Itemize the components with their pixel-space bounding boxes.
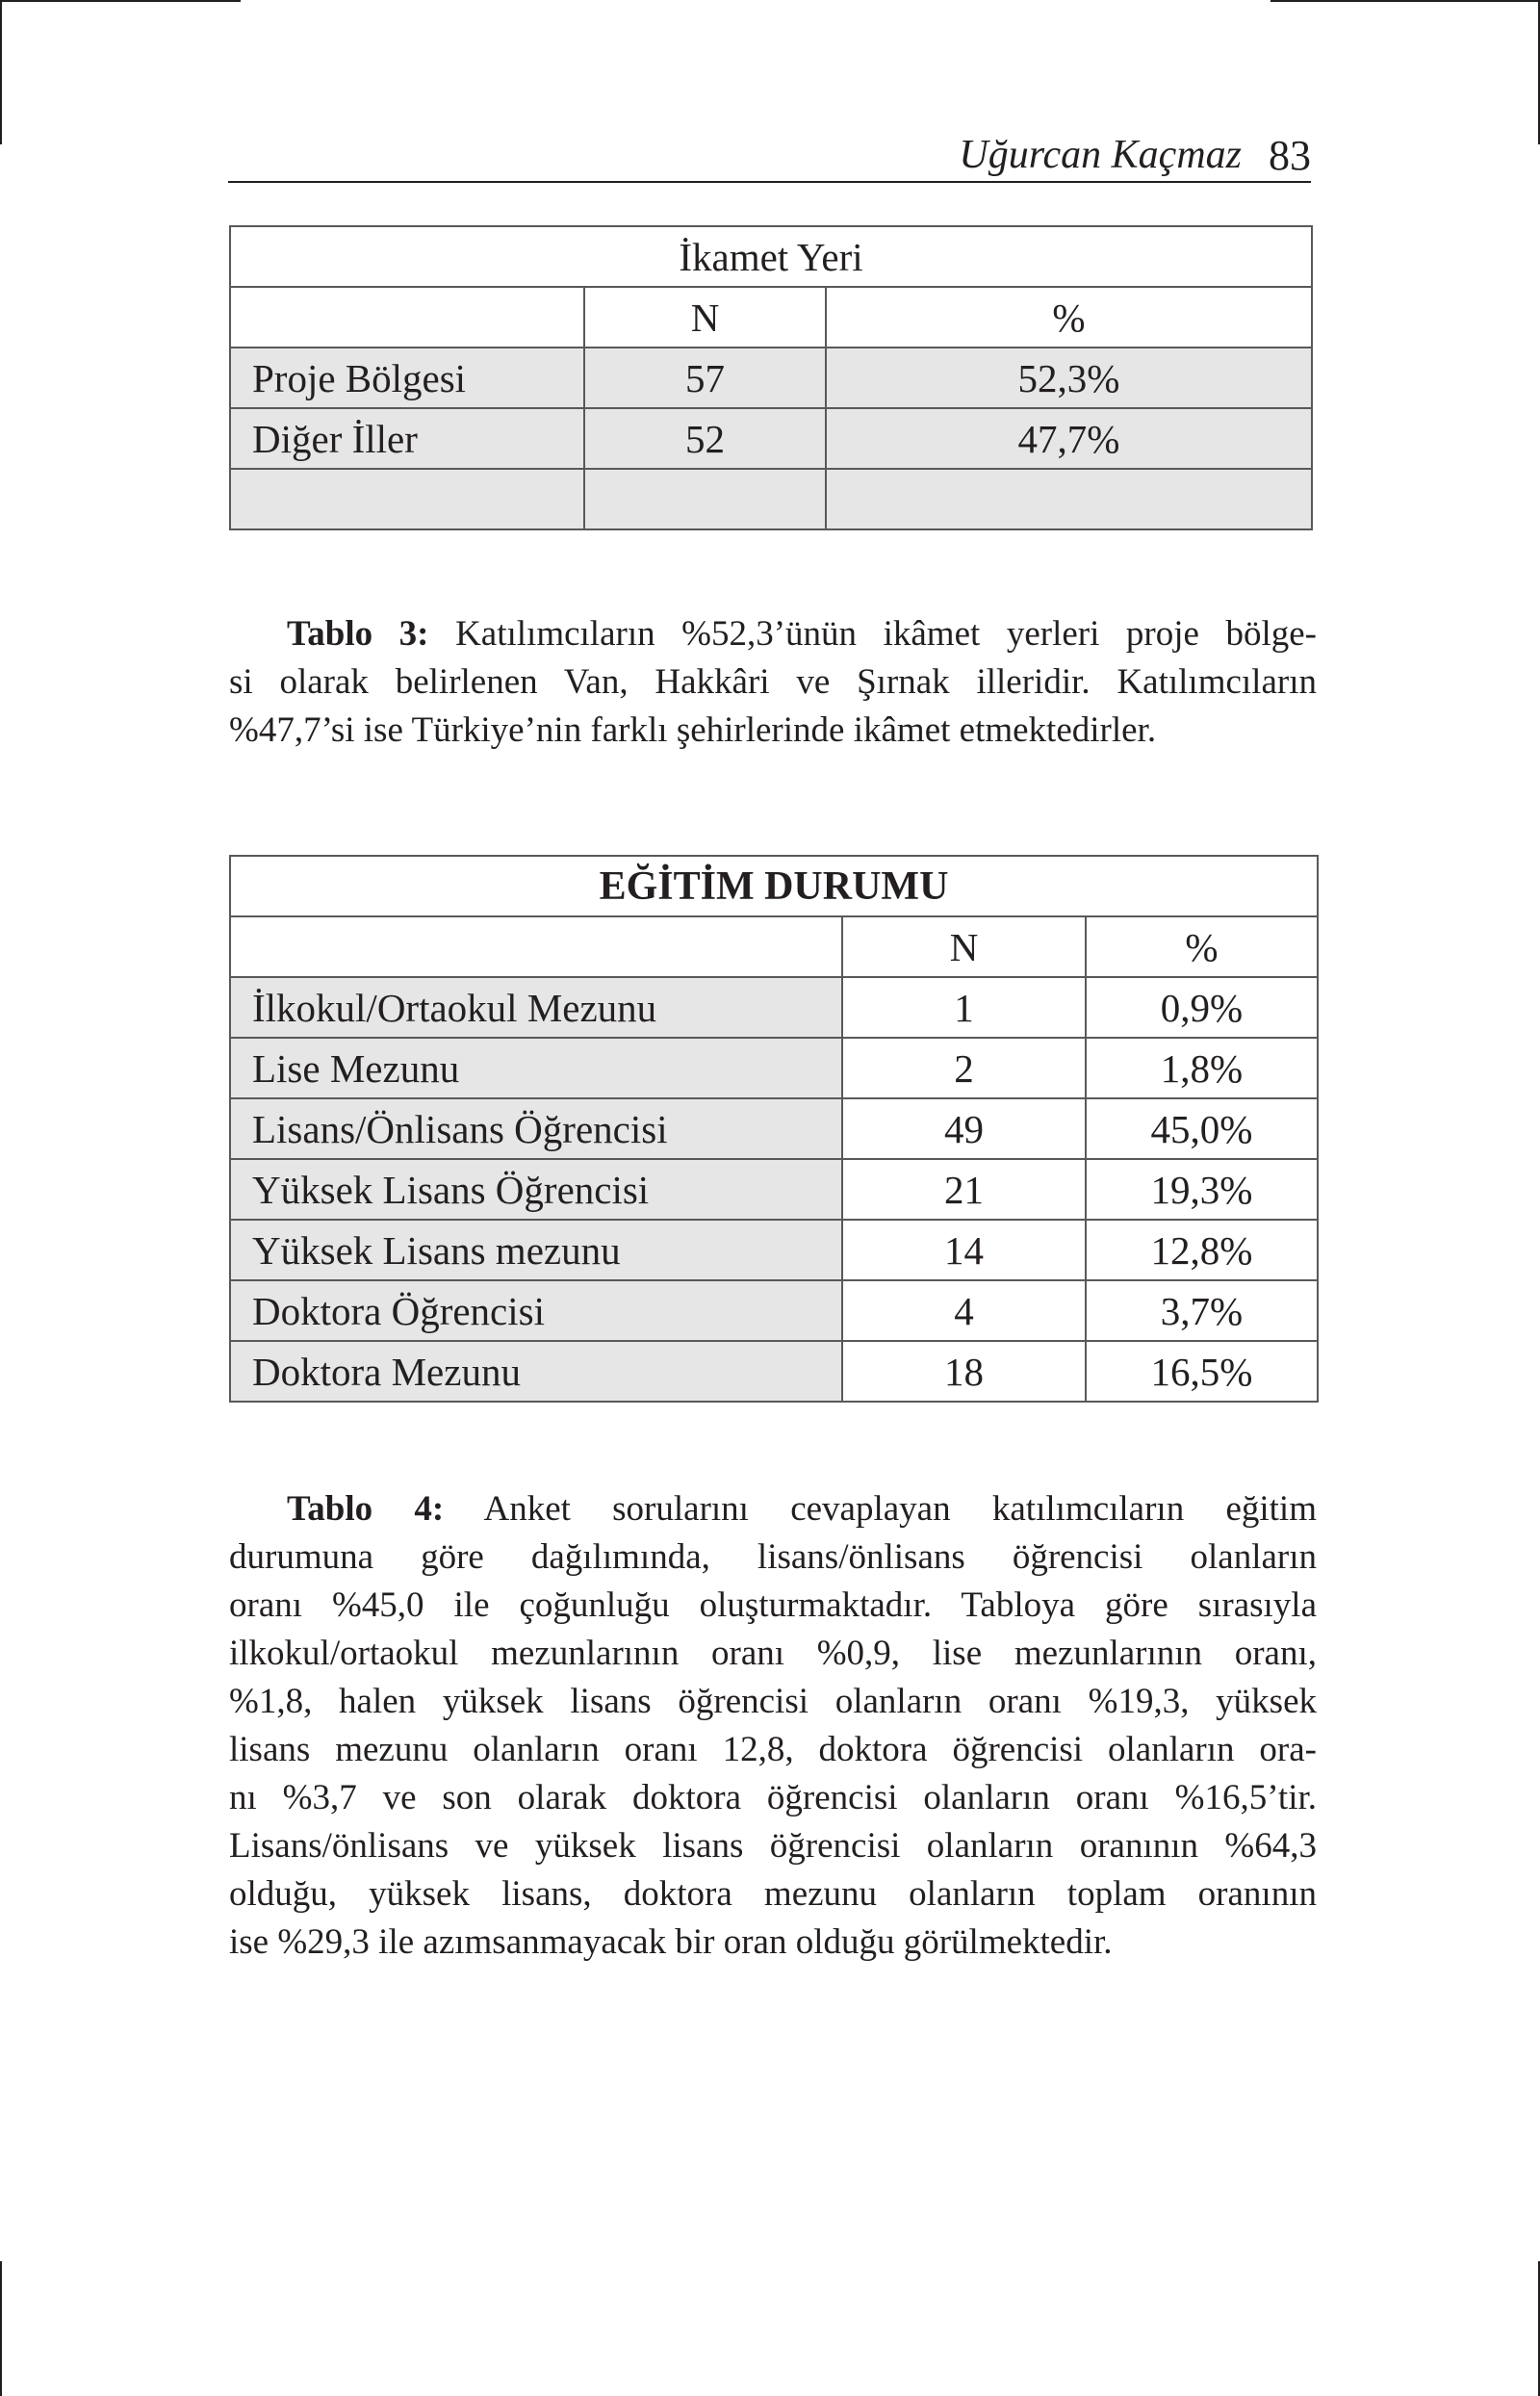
table-header-row	[230, 916, 1318, 977]
page-number: 83	[1269, 132, 1311, 179]
education-table	[229, 855, 1319, 1403]
row-percent: 12,8%	[1086, 1220, 1318, 1280]
table-title: İkamet Yeri	[230, 226, 1312, 287]
residence-table	[229, 225, 1313, 530]
caption-text: Anket sorularını cevaplayan katılımcıların eğitim	[483, 1489, 1317, 1529]
table-cell-empty	[826, 469, 1312, 529]
row-percent: 45,0%	[1086, 1098, 1318, 1159]
table-row	[230, 1341, 1318, 1402]
running-header	[228, 133, 1311, 183]
table-row	[230, 348, 1312, 408]
table-header-row	[230, 287, 1312, 348]
column-header-percent: %	[1086, 916, 1318, 977]
table-row	[230, 1159, 1318, 1220]
table-title-row	[230, 226, 1312, 287]
column-header-percent: %	[826, 287, 1312, 348]
caption-line: Lisans/önlisans ve yüksek lisans öğrencisi olanların oranının %64,3	[229, 1826, 1317, 1866]
table-title: EĞİTİM DURUMU	[230, 856, 1318, 916]
caption-line	[229, 1485, 1317, 1533]
row-n: 1	[842, 977, 1086, 1038]
caption-line: %1,8, halen yüksek lisans öğrencisi olanların oranı %19,3, yüksek	[229, 1682, 1317, 1721]
caption-line: nı %3,7 ve son olarak doktora öğrencisi olanların oranı %16,5’tir.	[229, 1778, 1317, 1817]
row-n: 21	[842, 1159, 1086, 1220]
row-n: 18	[842, 1341, 1086, 1402]
row-n: 52	[584, 408, 826, 469]
caption-line: si olarak belirlenen Van, Hakkâri ve Şırnak illeridir. Katılımcıların	[229, 662, 1317, 702]
row-percent: 47,7%	[826, 408, 1312, 469]
column-header-n: N	[842, 916, 1086, 977]
table-title-row	[230, 856, 1318, 916]
caption-line: durumuna göre dağılımında, lisans/önlisans öğrencisi olanların	[229, 1537, 1317, 1577]
row-label: Diğer İller	[230, 408, 584, 469]
row-n: 49	[842, 1098, 1086, 1159]
row-n: 2	[842, 1038, 1086, 1098]
table-row	[230, 1098, 1318, 1159]
table-cell-empty	[230, 916, 842, 977]
table-cell-empty	[230, 469, 584, 529]
caption-table-4	[229, 1485, 1317, 1967]
table-cell-empty	[584, 469, 826, 529]
row-label: Yüksek Lisans mezunu	[230, 1220, 842, 1280]
table-row-empty	[230, 469, 1312, 529]
row-percent: 19,3%	[1086, 1159, 1318, 1220]
caption-line: lisans mezunu olanların oranı 12,8, doktora öğrencisi olanların ora-	[229, 1730, 1317, 1769]
table-row	[230, 1220, 1318, 1280]
row-percent: 3,7%	[1086, 1280, 1318, 1341]
caption-line: oranı %45,0 ile çoğunluğu oluşturmaktadır. Tabloya göre sırasıyla	[229, 1585, 1317, 1625]
table-row	[230, 977, 1318, 1038]
crop-mark	[0, 2261, 2, 2396]
row-label: Lise Mezunu	[230, 1038, 842, 1098]
caption-line: olduğu, yüksek lisans, doktora mezunu olanların toplam oranının	[229, 1874, 1317, 1914]
crop-mark	[0, 0, 241, 2]
caption-label: Tablo 3:	[287, 614, 429, 654]
row-label: Yüksek Lisans Öğrencisi	[230, 1159, 842, 1220]
row-label: Lisans/Önlisans Öğrencisi	[230, 1098, 842, 1159]
caption-table-3	[229, 610, 1317, 755]
crop-mark	[0, 0, 2, 144]
table-row	[230, 408, 1312, 469]
row-label: İlkokul/Ortaokul Mezunu	[230, 977, 842, 1038]
table-row	[230, 1038, 1318, 1098]
caption-line	[229, 610, 1317, 658]
row-percent: 52,3%	[826, 348, 1312, 408]
header-author: Uğurcan Kaçmaz	[959, 133, 1242, 177]
row-percent: 0,9%	[1086, 977, 1318, 1038]
row-label: Proje Bölgesi	[230, 348, 584, 408]
row-percent: 16,5%	[1086, 1341, 1318, 1402]
table-cell-empty	[230, 287, 584, 348]
column-header-n: N	[584, 287, 826, 348]
row-label: Doktora Mezunu	[230, 1341, 842, 1402]
table-row	[230, 1280, 1318, 1341]
row-n: 4	[842, 1280, 1086, 1341]
crop-mark	[1270, 0, 1540, 2]
caption-line: ilkokul/ortaokul mezunlarının oranı %0,9, lise mezunlarının oranı,	[229, 1634, 1317, 1673]
caption-text: Katılımcıların %52,3’ünün ikâmet yerleri proje bölge-	[455, 614, 1318, 654]
caption-label: Tablo 4:	[287, 1489, 445, 1529]
row-n: 14	[842, 1220, 1086, 1280]
row-n: 57	[584, 348, 826, 408]
caption-line: %47,7’si ise Türkiye’nin farklı şehirlerinde ikâmet etmektedirler.	[229, 710, 1157, 750]
row-label: Doktora Öğrencisi	[230, 1280, 842, 1341]
row-percent: 1,8%	[1086, 1038, 1318, 1098]
caption-line: ise %29,3 ile azımsanmayacak bir oran olduğu görülmektedir.	[229, 1922, 1113, 1962]
